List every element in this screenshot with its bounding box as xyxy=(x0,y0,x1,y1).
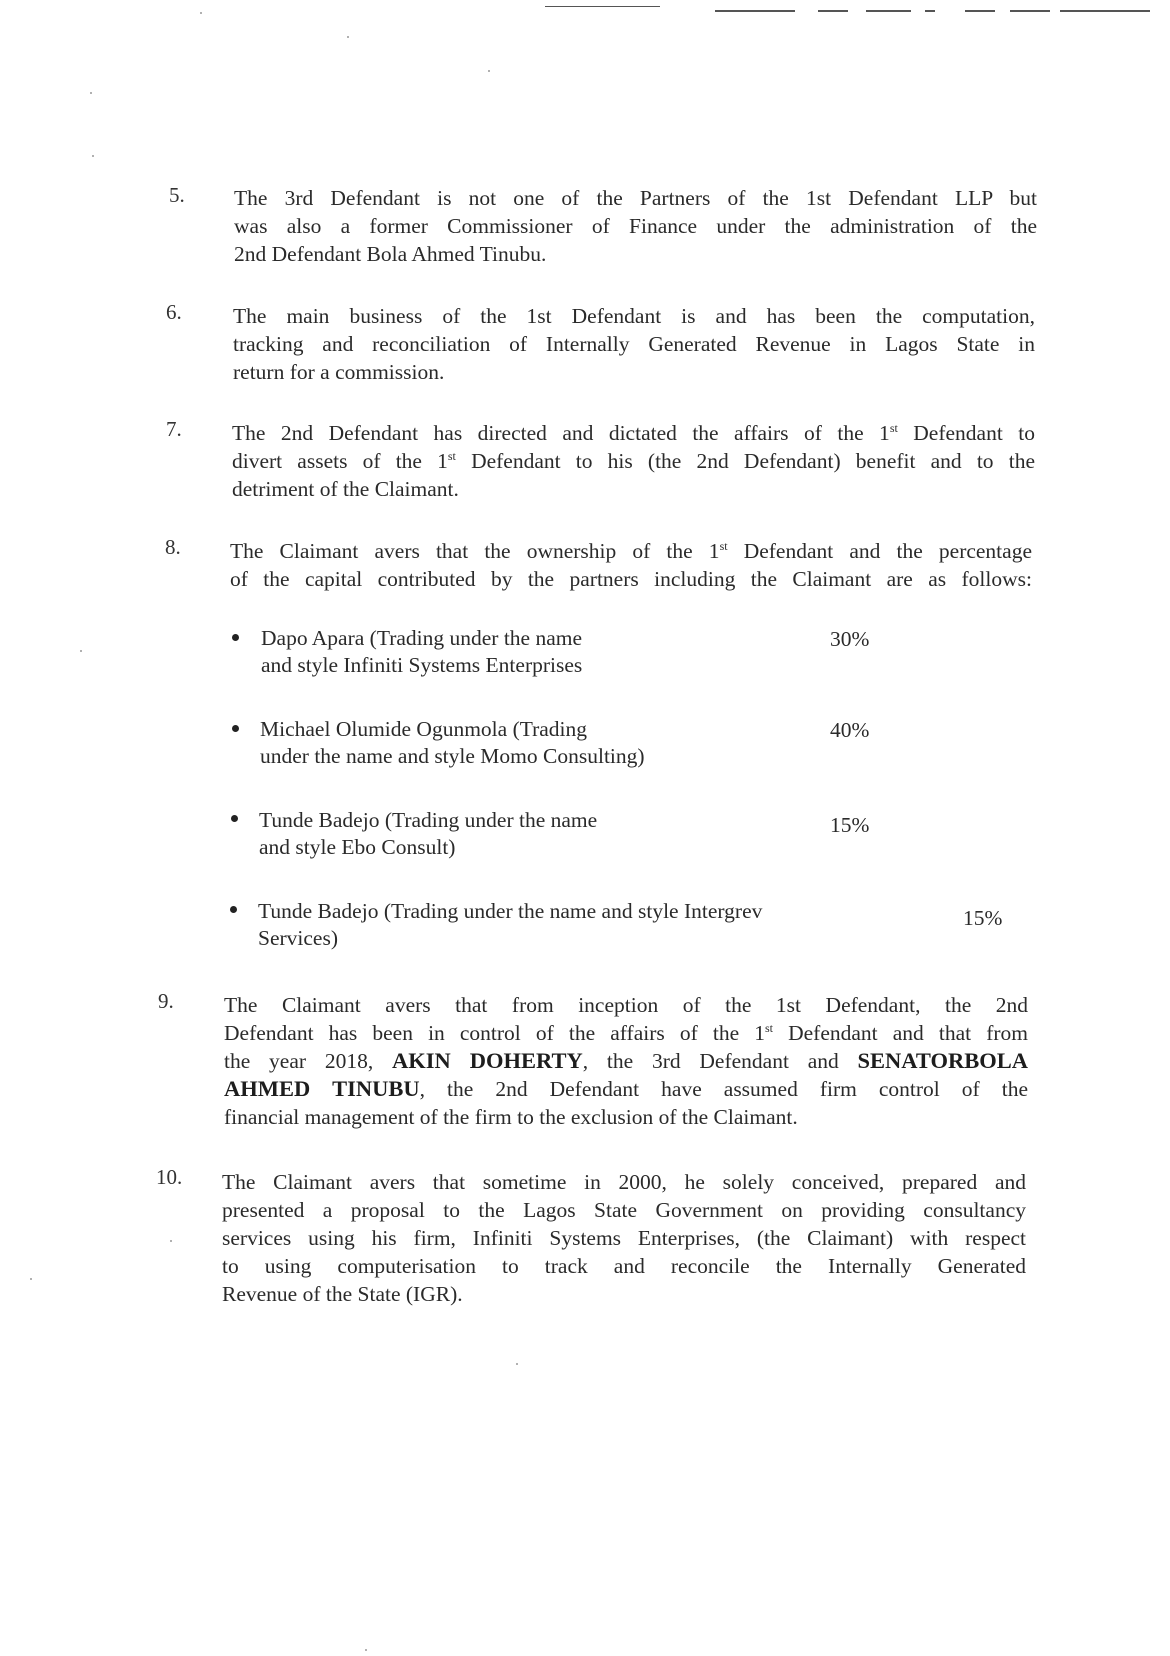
text-line: Tunde Badejo (Trading under the name xyxy=(259,808,598,832)
text-line: was also a former Commissioner of Finance under the administration of the xyxy=(234,214,1037,238)
superscript: st xyxy=(764,1020,773,1035)
scan-artifact xyxy=(1060,10,1150,12)
bullet-icon xyxy=(230,906,237,913)
text-line: The Claimant avers that sometime in 2000, he solely conceived, prepared and xyxy=(222,1170,1026,1194)
text-line: return for a commission. xyxy=(233,360,445,384)
text-run: Defendant and the percentage xyxy=(727,539,1032,563)
partner-name xyxy=(261,625,582,679)
text-run: Defendant and that from xyxy=(773,1021,1028,1045)
text-run: divert assets of the 1 xyxy=(232,449,448,473)
text-line: The main business of the 1st Defendant is and has been the computation, xyxy=(233,304,1035,328)
paragraph-number: 6. xyxy=(166,300,182,324)
superscript: st xyxy=(447,448,456,463)
text-line: Revenue of the State (IGR). xyxy=(222,1282,463,1306)
scan-artifact xyxy=(1010,10,1050,12)
scan-artifact xyxy=(925,10,935,12)
text-line xyxy=(230,537,1032,565)
partner-name xyxy=(260,716,645,770)
text-line xyxy=(232,419,1035,447)
partner-share: 15% xyxy=(830,813,870,837)
text-line: presented a proposal to the Lagos State Government on providing consultancy xyxy=(222,1198,1026,1222)
defendant-name: AKIN DOHERTY xyxy=(391,1048,583,1073)
scan-artifact xyxy=(965,10,995,12)
text-run: , the 3rd Defendant and xyxy=(582,1049,858,1073)
defendant-name: AHMED TINUBU xyxy=(224,1076,420,1101)
text-line: to using computerisation to track and reconcile the Internally Generated xyxy=(222,1254,1026,1278)
text-line: and style Ebo Consult) xyxy=(259,835,456,859)
defendant-name: SENATORBOLA xyxy=(857,1048,1028,1073)
paragraph-text xyxy=(230,537,1032,593)
text-run: The Claimant avers that the ownership of the 1 xyxy=(230,539,720,563)
text-line xyxy=(224,1047,1028,1075)
paragraph-number: 8. xyxy=(165,535,181,559)
text-run: Defendant to his (the 2nd Defendant) benefit and to the xyxy=(455,449,1035,473)
text-line: Services) xyxy=(258,926,338,950)
superscript: st xyxy=(889,420,898,435)
bullet-icon xyxy=(232,634,239,641)
paragraph-text xyxy=(233,302,1035,386)
paragraph-number: 10. xyxy=(156,1165,183,1189)
text-line xyxy=(224,1019,1028,1047)
paragraph-number: 9. xyxy=(158,989,174,1013)
paragraph-text xyxy=(222,1168,1026,1308)
scan-artifact xyxy=(715,10,795,12)
text-run: Defendant to xyxy=(897,421,1035,445)
bullet-icon xyxy=(232,725,239,732)
partner-share: 15% xyxy=(963,906,1003,930)
text-line: under the name and style Momo Consulting) xyxy=(260,744,645,768)
text-line: tracking and reconciliation of Internally Generated Revenue in Lagos State in xyxy=(233,332,1035,356)
text-run: The 2nd Defendant has directed and dictated the affairs of the 1 xyxy=(232,421,890,445)
text-line: services using his firm, Infiniti Systems Enterprises, (the Claimant) with respect xyxy=(222,1226,1026,1250)
text-line: and style Infiniti Systems Enterprises xyxy=(261,653,583,677)
text-run: the year 2018, xyxy=(224,1049,392,1073)
text-line: financial management of the firm to the exclusion of the Claimant. xyxy=(224,1105,798,1129)
text-line: Michael Olumide Ogunmola (Trading xyxy=(260,717,588,741)
superscript: st xyxy=(719,538,728,553)
text-run: , the 2nd Defendant have assumed firm control of the xyxy=(419,1077,1028,1101)
paragraph-number: 5. xyxy=(169,183,185,207)
scan-artifact xyxy=(818,10,848,12)
bullet-icon xyxy=(231,815,238,822)
scan-artifact xyxy=(866,10,911,12)
scan-artifact xyxy=(545,6,660,7)
text-line: of the capital contributed by the partners including the Claimant are as follows: xyxy=(230,567,1032,591)
text-line: The Claimant avers that from inception of the 1st Defendant, the 2nd xyxy=(224,993,1028,1017)
text-line: The 3rd Defendant is not one of the Partners of the 1st Defendant LLP but xyxy=(234,186,1037,210)
partner-name xyxy=(258,898,762,952)
text-line: detriment of the Claimant. xyxy=(232,477,459,501)
text-line xyxy=(232,447,1035,475)
text-line: Tunde Badejo (Trading under the name and style Intergrev xyxy=(258,899,763,923)
paragraph-text xyxy=(224,991,1028,1131)
paragraph-text xyxy=(234,184,1037,268)
paragraph-text xyxy=(232,419,1035,503)
text-line: Dapo Apara (Trading under the name xyxy=(261,626,583,650)
partner-name xyxy=(259,807,597,861)
text-line xyxy=(224,1075,1028,1103)
paragraph-number: 7. xyxy=(166,417,182,441)
partner-share: 40% xyxy=(830,718,870,742)
partner-share: 30% xyxy=(830,627,870,651)
text-run: Defendant has been in control of the affairs of the 1 xyxy=(224,1021,765,1045)
text-line: 2nd Defendant Bola Ahmed Tinubu. xyxy=(234,242,547,266)
